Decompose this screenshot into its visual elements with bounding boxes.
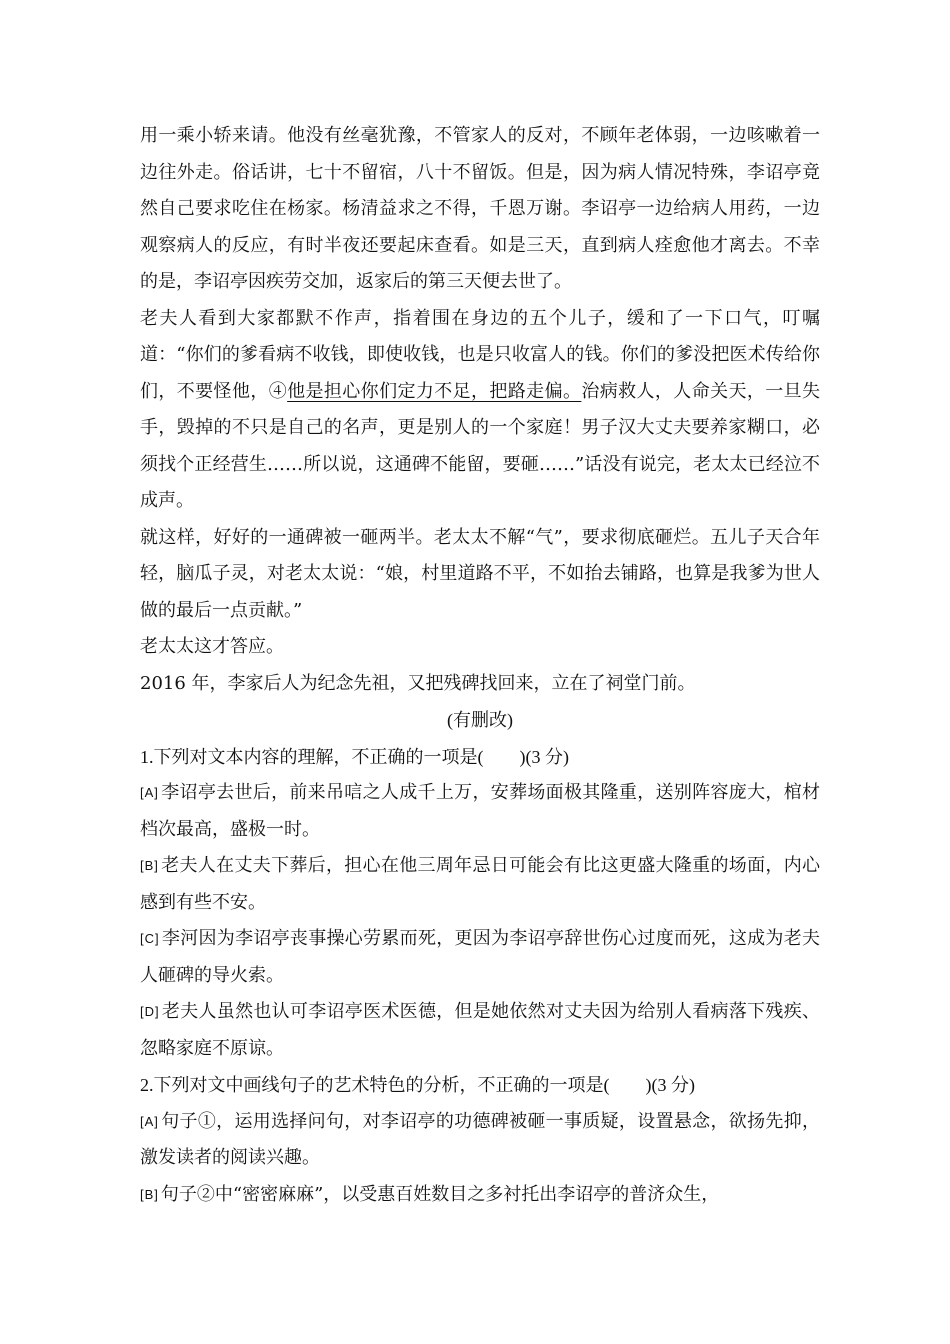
option-label: [A] <box>140 1113 159 1129</box>
question-1-option-a <box>140 775 820 848</box>
question-1-option-b <box>140 848 820 921</box>
passage-paragraph-4: 老太太这才答应。 <box>140 636 284 657</box>
paragraph-2-text-before: 老夫人看到大家都默不作声，指着围在身边的五个儿子，缓和了一下口气，叮嘱道：“你们的爹看病不收钱，即使收钱，也是只收富人的钱。你们的爹没把医术传给你们，不要怪他，④ <box>140 307 820 402</box>
option-label: [C] <box>140 931 160 946</box>
option-text: 句子②中“密密麻麻”，以受惠百姓数目之多衬托出李诏亭的普济众生， <box>160 1183 720 1205</box>
passage-paragraph-5: 2016 年，李家后人为纪念先祖，又把残碑找回来，立在了祠堂门前。 <box>140 672 696 694</box>
option-text: 老夫人虽然也认可李诏亭医术医德，但是她依然对丈夫因为给别人看病落下残疾、忽略家庭不原谅。 <box>140 1001 820 1059</box>
option-label: [B] <box>140 1186 159 1202</box>
question-1-option-d <box>140 994 820 1067</box>
option-label: [B] <box>140 858 159 873</box>
underlined-sentence-4: 他是担心你们定力不足，把路走偏。 <box>287 380 582 402</box>
question-2-stem: 2.下列对文中画线句子的艺术特色的分析，不正确的一项是( )(3 分) <box>140 1075 695 1095</box>
paragraph-2-text-after: 治病救人，人命关天，一旦失手，毁掉的不只是自己的名声，更是别人的一个家庭！男子汉大丈夫要养家糊口，必须找个正经营生……所以说，这通碑不能留，要砸……”话没有说完，老太太已经泣不成声。 <box>140 380 821 511</box>
document-page <box>140 118 820 1213</box>
question-2-option-b <box>140 1177 820 1214</box>
source-note: (有删改) <box>447 710 513 730</box>
question-2-option-a <box>140 1104 820 1177</box>
passage-paragraph-3: 就这样，好好的一通碑被一砸两半。老太太不解“气”，要求彻底砸烂。五儿子天合年轻，脑瓜子灵，对老太太说：“娘，村里道路不平，不如抬去铺路，也算是我爹为世人做的最后一点贡献。” <box>140 526 820 621</box>
option-text: 李诏亭去世后，前来吊唁之人成千上万，安葬场面极其隆重，送别阵容庞大，棺材档次最高，盛极一时。 <box>140 782 820 840</box>
question-1-stem: 1.下列对文本内容的理解，不正确的一项是( )(3 分) <box>140 746 569 767</box>
passage-paragraph-1: 用一乘小轿来请。他没有丝毫犹豫，不管家人的反对，不顾年老体弱，一边咳嗽着一边往外走。俗话讲，七十不留宿，八十不留饭。但是，因为病人情况特殊，李诏亭竟然自己要求吃住在杨家。杨清益求之不得，千恩万谢。李诏亭一边给病人用药，一边观察病人的反应，有时半夜还要起床查看。如是三天，直到病人痊愈他才离去。不幸的是，李诏亭因疾劳交加，返家后的第三天便去世了。 <box>140 125 820 292</box>
option-text: 句子①，运用选择问句，对李诏亭的功德碑被砸一事质疑，设置悬念，欲扬先抑，激发读者的阅读兴趣。 <box>140 1110 820 1168</box>
question-1-option-c <box>140 921 820 994</box>
passage-paragraph-2 <box>140 301 820 520</box>
option-label: [D] <box>140 1004 160 1019</box>
option-label: [A] <box>140 785 159 800</box>
option-text: 李河因为李诏亭丧事操心劳累而死，更因为李诏亭辞世伤心过度而死，这成为老夫人砸碑的导火索。 <box>140 928 820 986</box>
option-text: 老夫人在丈夫下葬后，担心在他三周年忌日可能会有比这更盛大隆重的场面，内心感到有些不安。 <box>140 855 820 913</box>
